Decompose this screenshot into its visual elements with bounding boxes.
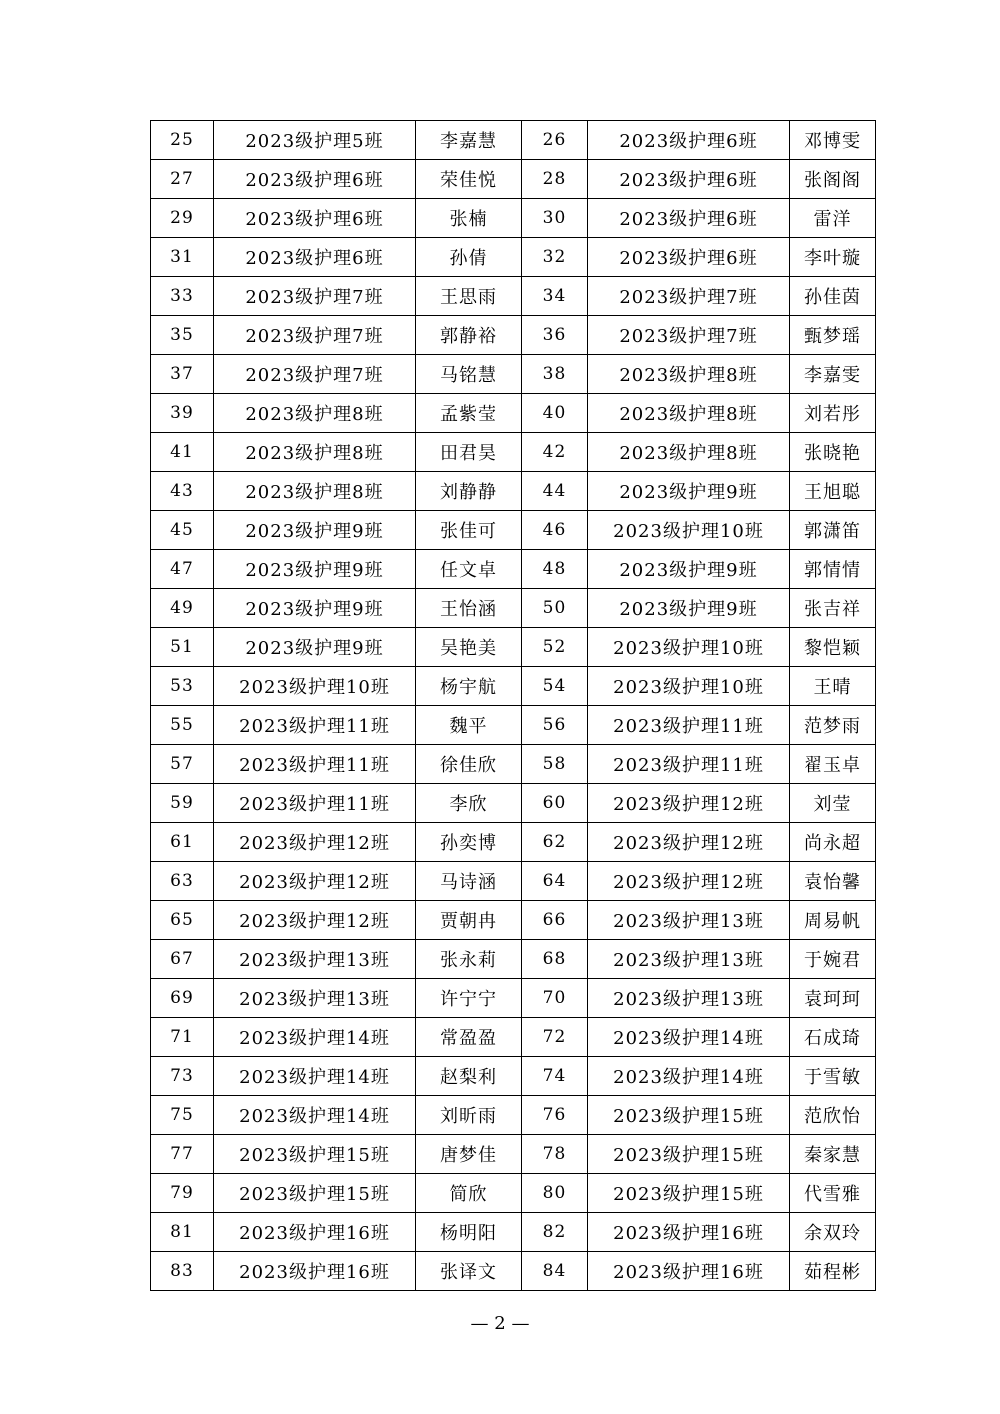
- class-cell: 2023级护理12班: [588, 862, 790, 901]
- class-cell: 2023级护理13班: [214, 940, 416, 979]
- class-cell: 2023级护理7班: [588, 316, 790, 355]
- class-cell: 2023级护理12班: [214, 862, 416, 901]
- table-row: [151, 940, 876, 979]
- table-row: [151, 1213, 876, 1252]
- student-name-cell: 张吉祥: [790, 589, 876, 628]
- class-cell: 2023级护理13班: [214, 979, 416, 1018]
- student-name-cell: 荣佳悦: [416, 160, 522, 199]
- class-cell: 2023级护理6班: [588, 238, 790, 277]
- student-name-cell: 刘静静: [416, 472, 522, 511]
- class-cell: 2023级护理7班: [214, 277, 416, 316]
- student-name-cell: 徐佳欣: [416, 745, 522, 784]
- serial-number-cell: 52: [522, 628, 588, 667]
- class-cell: 2023级护理6班: [588, 121, 790, 160]
- serial-number-cell: 61: [151, 823, 214, 862]
- class-cell: 2023级护理8班: [588, 355, 790, 394]
- class-cell: 2023级护理5班: [214, 121, 416, 160]
- serial-number-cell: 70: [522, 979, 588, 1018]
- class-cell: 2023级护理11班: [588, 706, 790, 745]
- class-cell: 2023级护理8班: [588, 394, 790, 433]
- student-name-cell: 刘若彤: [790, 394, 876, 433]
- student-name-cell: 孙倩: [416, 238, 522, 277]
- table-row: [151, 901, 876, 940]
- serial-number-cell: 50: [522, 589, 588, 628]
- student-name-cell: 茹程彬: [790, 1252, 876, 1291]
- class-cell: 2023级护理10班: [214, 667, 416, 706]
- table-row: [151, 589, 876, 628]
- serial-number-cell: 83: [151, 1252, 214, 1291]
- serial-number-cell: 45: [151, 511, 214, 550]
- table-row: [151, 1018, 876, 1057]
- class-cell: 2023级护理15班: [588, 1135, 790, 1174]
- student-name-cell: 王怡涵: [416, 589, 522, 628]
- serial-number-cell: 64: [522, 862, 588, 901]
- table-row: [151, 1096, 876, 1135]
- serial-number-cell: 43: [151, 472, 214, 511]
- class-cell: 2023级护理9班: [588, 589, 790, 628]
- page-number: — 2 —: [470, 1313, 530, 1334]
- student-name-cell: 于婉君: [790, 940, 876, 979]
- serial-number-cell: 57: [151, 745, 214, 784]
- class-cell: 2023级护理6班: [588, 160, 790, 199]
- class-cell: 2023级护理11班: [588, 745, 790, 784]
- serial-number-cell: 75: [151, 1096, 214, 1135]
- student-name-cell: 张译文: [416, 1252, 522, 1291]
- student-name-cell: 郭静裕: [416, 316, 522, 355]
- serial-number-cell: 79: [151, 1174, 214, 1213]
- class-cell: 2023级护理8班: [214, 433, 416, 472]
- student-name-cell: 袁怡馨: [790, 862, 876, 901]
- class-cell: 2023级护理14班: [588, 1057, 790, 1096]
- serial-number-cell: 60: [522, 784, 588, 823]
- serial-number-cell: 35: [151, 316, 214, 355]
- class-cell: 2023级护理6班: [588, 199, 790, 238]
- class-cell: 2023级护理16班: [214, 1252, 416, 1291]
- serial-number-cell: 39: [151, 394, 214, 433]
- serial-number-cell: 84: [522, 1252, 588, 1291]
- class-cell: 2023级护理14班: [214, 1057, 416, 1096]
- student-name-cell: 代雪雅: [790, 1174, 876, 1213]
- table-row: [151, 316, 876, 355]
- student-name-cell: 王旭聪: [790, 472, 876, 511]
- student-name-cell: 王思雨: [416, 277, 522, 316]
- student-name-cell: 袁珂珂: [790, 979, 876, 1018]
- class-cell: 2023级护理6班: [214, 199, 416, 238]
- student-name-cell: 张佳可: [416, 511, 522, 550]
- class-cell: 2023级护理12班: [214, 823, 416, 862]
- class-cell: 2023级护理14班: [214, 1018, 416, 1057]
- student-name-cell: 杨明阳: [416, 1213, 522, 1252]
- serial-number-cell: 51: [151, 628, 214, 667]
- serial-number-cell: 33: [151, 277, 214, 316]
- student-name-cell: 李欣: [416, 784, 522, 823]
- serial-number-cell: 74: [522, 1057, 588, 1096]
- serial-number-cell: 31: [151, 238, 214, 277]
- serial-number-cell: 69: [151, 979, 214, 1018]
- class-cell: 2023级护理6班: [214, 238, 416, 277]
- roster-body: [151, 121, 876, 1291]
- class-cell: 2023级护理9班: [588, 550, 790, 589]
- student-name-cell: 马铭慧: [416, 355, 522, 394]
- table-row: [151, 1252, 876, 1291]
- table-row: [151, 472, 876, 511]
- student-name-cell: 张阁阁: [790, 160, 876, 199]
- serial-number-cell: 80: [522, 1174, 588, 1213]
- student-name-cell: 郭潇笛: [790, 511, 876, 550]
- student-name-cell: 孙佳茵: [790, 277, 876, 316]
- class-cell: 2023级护理9班: [214, 550, 416, 589]
- serial-number-cell: 76: [522, 1096, 588, 1135]
- serial-number-cell: 36: [522, 316, 588, 355]
- student-name-cell: 于雪敏: [790, 1057, 876, 1096]
- class-cell: 2023级护理14班: [214, 1096, 416, 1135]
- class-cell: 2023级护理13班: [588, 940, 790, 979]
- student-name-cell: 吴艳美: [416, 628, 522, 667]
- table-row: [151, 238, 876, 277]
- student-name-cell: 翟玉卓: [790, 745, 876, 784]
- student-name-cell: 黎恺颖: [790, 628, 876, 667]
- class-cell: 2023级护理12班: [214, 901, 416, 940]
- class-cell: 2023级护理10班: [588, 667, 790, 706]
- class-cell: 2023级护理9班: [214, 589, 416, 628]
- student-name-cell: 张永莉: [416, 940, 522, 979]
- student-name-cell: 简欣: [416, 1174, 522, 1213]
- class-cell: 2023级护理12班: [588, 784, 790, 823]
- class-cell: 2023级护理14班: [588, 1018, 790, 1057]
- class-cell: 2023级护理13班: [588, 901, 790, 940]
- student-name-cell: 唐梦佳: [416, 1135, 522, 1174]
- table-row: [151, 706, 876, 745]
- serial-number-cell: 26: [522, 121, 588, 160]
- table-row: [151, 979, 876, 1018]
- serial-number-cell: 30: [522, 199, 588, 238]
- class-cell: 2023级护理16班: [588, 1252, 790, 1291]
- table-row: [151, 433, 876, 472]
- serial-number-cell: 42: [522, 433, 588, 472]
- table-row: [151, 1174, 876, 1213]
- student-name-cell: 孟紫莹: [416, 394, 522, 433]
- student-roster-table: [150, 120, 876, 1291]
- table-row: [151, 550, 876, 589]
- serial-number-cell: 49: [151, 589, 214, 628]
- serial-number-cell: 62: [522, 823, 588, 862]
- serial-number-cell: 48: [522, 550, 588, 589]
- serial-number-cell: 67: [151, 940, 214, 979]
- serial-number-cell: 38: [522, 355, 588, 394]
- student-name-cell: 马诗涵: [416, 862, 522, 901]
- student-name-cell: 孙奕博: [416, 823, 522, 862]
- table-row: [151, 1057, 876, 1096]
- class-cell: 2023级护理11班: [214, 745, 416, 784]
- student-name-cell: 杨宇航: [416, 667, 522, 706]
- serial-number-cell: 58: [522, 745, 588, 784]
- table-row: [151, 745, 876, 784]
- serial-number-cell: 32: [522, 238, 588, 277]
- class-cell: 2023级护理16班: [214, 1213, 416, 1252]
- table-row: [151, 199, 876, 238]
- student-name-cell: 许宁宁: [416, 979, 522, 1018]
- serial-number-cell: 27: [151, 160, 214, 199]
- table-row: [151, 628, 876, 667]
- class-cell: 2023级护理13班: [588, 979, 790, 1018]
- table-row: [151, 862, 876, 901]
- serial-number-cell: 46: [522, 511, 588, 550]
- serial-number-cell: 41: [151, 433, 214, 472]
- table-row: [151, 784, 876, 823]
- class-cell: 2023级护理10班: [588, 628, 790, 667]
- serial-number-cell: 56: [522, 706, 588, 745]
- student-name-cell: 尚永超: [790, 823, 876, 862]
- student-name-cell: 甄梦瑶: [790, 316, 876, 355]
- serial-number-cell: 82: [522, 1213, 588, 1252]
- student-name-cell: 石成琦: [790, 1018, 876, 1057]
- table-row: [151, 1135, 876, 1174]
- student-name-cell: 张晓艳: [790, 433, 876, 472]
- serial-number-cell: 66: [522, 901, 588, 940]
- class-cell: 2023级护理11班: [214, 784, 416, 823]
- student-name-cell: 余双玲: [790, 1213, 876, 1252]
- serial-number-cell: 78: [522, 1135, 588, 1174]
- student-name-cell: 贾朝冉: [416, 901, 522, 940]
- class-cell: 2023级护理10班: [588, 511, 790, 550]
- student-name-cell: 周易帆: [790, 901, 876, 940]
- student-name-cell: 郭情情: [790, 550, 876, 589]
- student-name-cell: 邓博雯: [790, 121, 876, 160]
- table-row: [151, 823, 876, 862]
- class-cell: 2023级护理15班: [214, 1135, 416, 1174]
- serial-number-cell: 81: [151, 1213, 214, 1252]
- student-name-cell: 田君昊: [416, 433, 522, 472]
- table-row: [151, 355, 876, 394]
- class-cell: 2023级护理8班: [214, 472, 416, 511]
- class-cell: 2023级护理11班: [214, 706, 416, 745]
- serial-number-cell: 77: [151, 1135, 214, 1174]
- serial-number-cell: 71: [151, 1018, 214, 1057]
- class-cell: 2023级护理7班: [214, 316, 416, 355]
- student-name-cell: 刘莹: [790, 784, 876, 823]
- serial-number-cell: 28: [522, 160, 588, 199]
- student-name-cell: 雷洋: [790, 199, 876, 238]
- serial-number-cell: 47: [151, 550, 214, 589]
- class-cell: 2023级护理7班: [588, 277, 790, 316]
- student-name-cell: 赵梨利: [416, 1057, 522, 1096]
- student-name-cell: 任文卓: [416, 550, 522, 589]
- serial-number-cell: 73: [151, 1057, 214, 1096]
- serial-number-cell: 68: [522, 940, 588, 979]
- table-row: [151, 121, 876, 160]
- serial-number-cell: 63: [151, 862, 214, 901]
- class-cell: 2023级护理8班: [588, 433, 790, 472]
- student-name-cell: 李嘉雯: [790, 355, 876, 394]
- table-row: [151, 511, 876, 550]
- student-name-cell: 范欣怡: [790, 1096, 876, 1135]
- serial-number-cell: 34: [522, 277, 588, 316]
- table-row: [151, 160, 876, 199]
- student-name-cell: 张楠: [416, 199, 522, 238]
- class-cell: 2023级护理9班: [214, 628, 416, 667]
- class-cell: 2023级护理8班: [214, 394, 416, 433]
- class-cell: 2023级护理7班: [214, 355, 416, 394]
- class-cell: 2023级护理15班: [588, 1096, 790, 1135]
- class-cell: 2023级护理9班: [588, 472, 790, 511]
- serial-number-cell: 44: [522, 472, 588, 511]
- serial-number-cell: 29: [151, 199, 214, 238]
- serial-number-cell: 54: [522, 667, 588, 706]
- class-cell: 2023级护理6班: [214, 160, 416, 199]
- student-name-cell: 王晴: [790, 667, 876, 706]
- serial-number-cell: 25: [151, 121, 214, 160]
- student-name-cell: 魏平: [416, 706, 522, 745]
- student-name-cell: 范梦雨: [790, 706, 876, 745]
- student-name-cell: 李叶璇: [790, 238, 876, 277]
- serial-number-cell: 72: [522, 1018, 588, 1057]
- table-row: [151, 277, 876, 316]
- class-cell: 2023级护理16班: [588, 1213, 790, 1252]
- class-cell: 2023级护理12班: [588, 823, 790, 862]
- serial-number-cell: 59: [151, 784, 214, 823]
- serial-number-cell: 53: [151, 667, 214, 706]
- student-name-cell: 李嘉慧: [416, 121, 522, 160]
- serial-number-cell: 65: [151, 901, 214, 940]
- table-row: [151, 667, 876, 706]
- student-name-cell: 秦家慧: [790, 1135, 876, 1174]
- class-cell: 2023级护理9班: [214, 511, 416, 550]
- serial-number-cell: 40: [522, 394, 588, 433]
- class-cell: 2023级护理15班: [588, 1174, 790, 1213]
- serial-number-cell: 55: [151, 706, 214, 745]
- student-name-cell: 常盈盈: [416, 1018, 522, 1057]
- serial-number-cell: 37: [151, 355, 214, 394]
- student-name-cell: 刘昕雨: [416, 1096, 522, 1135]
- table-row: [151, 394, 876, 433]
- class-cell: 2023级护理15班: [214, 1174, 416, 1213]
